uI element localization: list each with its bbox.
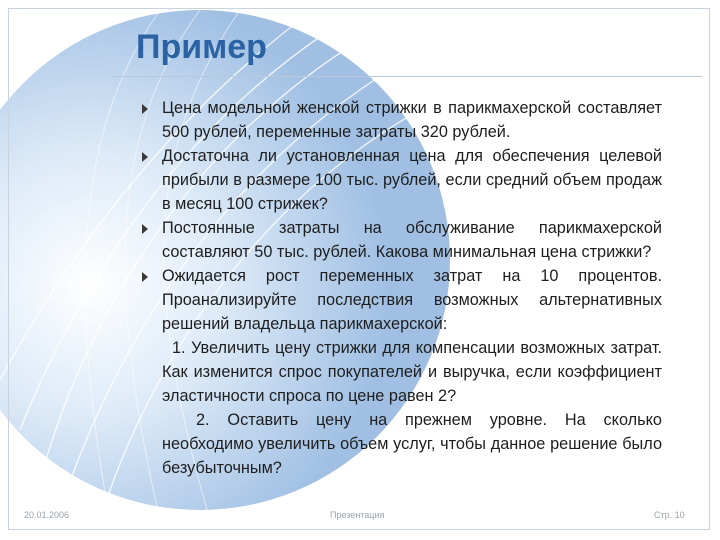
footer-page-number: Стр. 10 xyxy=(654,510,685,520)
bullet-item xyxy=(138,96,662,144)
slide-title: Пример xyxy=(136,28,267,66)
footer-date: 20.01.2006 xyxy=(24,510,70,520)
bullet-item xyxy=(138,216,662,264)
bullet-text: Цена модельной женской стрижки в парикмахерской составляет 500 рублей, переменные затраты 320 рублей. xyxy=(162,99,662,141)
bullet-item xyxy=(138,144,662,216)
triangle-bullet-icon xyxy=(142,104,148,114)
footer-center: Презентация xyxy=(330,510,385,520)
triangle-bullet-icon xyxy=(142,152,148,162)
bullet-item xyxy=(138,264,662,336)
bullet-text: Достаточна ли установленная цена для обеспечения целевой прибыли в размере 100 тыс. рублей, если средний объем продаж в месяц 100 стрижек? xyxy=(162,147,662,213)
sub-item: 2. Оставить цену на прежнем уровне. На сколько необходимо увеличить объем услуг, чтобы данное решение было безубыточным? xyxy=(162,411,662,477)
bullet-text: Ожидается рост переменных затрат на 10 процентов. Проанализируйте последствия возможных альтернативных решений владельца парикмахерской: xyxy=(162,267,662,333)
title-divider xyxy=(112,76,702,77)
sub-item: 1. Увеличить цену стрижки для компенсации возможных затрат. Как изменится спрос покупателей и выручка, если коэффициент эластичности спроса по цене равен 2? xyxy=(162,339,662,405)
triangle-bullet-icon xyxy=(142,224,148,234)
slide-content xyxy=(138,96,662,480)
bullet-text: Постоянные затраты на обслуживание парикмахерской составляют 50 тыс. рублей. Какова минимальная цена стрижки? xyxy=(162,219,662,261)
triangle-bullet-icon xyxy=(142,272,148,282)
